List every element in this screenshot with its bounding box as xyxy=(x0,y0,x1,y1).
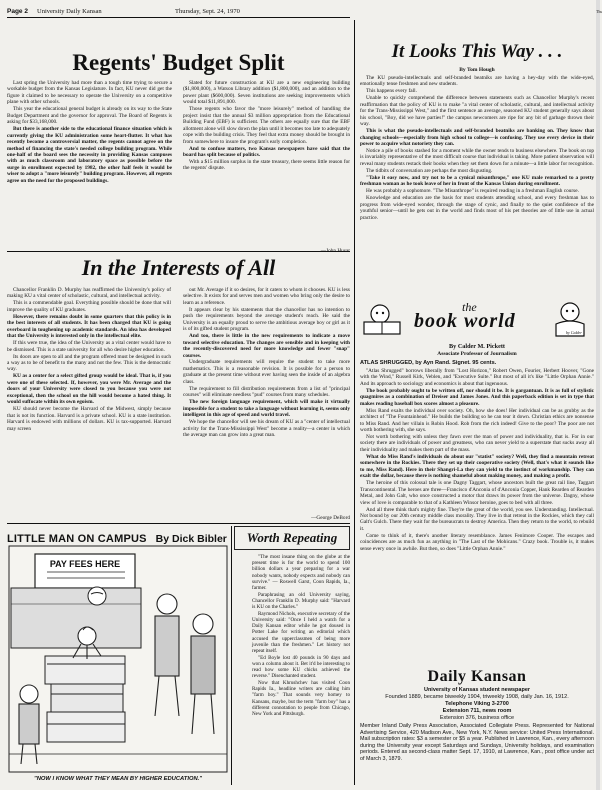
paragraph: Those regents who favor the "more leisurely" method of handling the project insist that the annual $3 million appropriation from the Educational Building Fund (EBF) is sufficient. The others are equally sure that the EBF allotment alone will slow down the plan until it becomes too late to adequately cope with the building crisis. They feel that extra money should be brought in from somewhere to insure the program's early completion. xyxy=(183,106,350,145)
adjacent-page-label: Thu xyxy=(596,9,602,14)
masthead xyxy=(360,668,594,786)
regents-col-2 xyxy=(183,80,350,172)
cartoon-drawing xyxy=(7,544,229,774)
paragraph: "Atlas Shrugged" borrows liberally from "Lost Horizon," Robert Owen, Fourier, Herbert Hoover, "Gone with the Wind," Russell Kirk, Veblen, and "Executive Suite." But most of all it's like "Little Orphan Annie." And its approach to sociology and economics is about that ingenuous. xyxy=(360,368,594,387)
reader-left-illustration xyxy=(360,302,406,340)
worth-title-box xyxy=(234,526,350,550)
crate-stack xyxy=(45,656,125,742)
paragraph: Unable to quickly comprehend the difference between statements such as Chancellor Murphy's recent reaffirmation that the policy of KU is to make "a vital center of scholastic, cultural, and intellectual activity for the Trans-Mississippi West," and the first sentence an average, seasoned KU student generally says about his school, "Boy, did we have parties!" the campus newcomers are ripe for any bit of garbage thrown their way. xyxy=(360,95,594,128)
interests-col-1 xyxy=(7,287,171,432)
book-world-title: book world xyxy=(414,310,516,332)
issue-date: Thursday, Sept. 24, 1970 xyxy=(175,8,240,15)
regents-col-1 xyxy=(7,80,172,185)
paragraph: out Mr. Average if it so desires, for it caters to whom it chooses. KU is less selective. It exists for and serves men and women who bring only the desire to learn as a reference. xyxy=(183,287,350,306)
paper-name: University Daily Kansan xyxy=(37,8,102,15)
paragraph: We hope the chancellor will see his dream of KU as a "center of intellectual activity for the Trans-Mississippi West" become a reality—a center in which the average man can grow into a great man. xyxy=(183,419,350,438)
book-world-banner xyxy=(360,300,594,342)
paragraph: This happens every fall. xyxy=(366,88,417,95)
paragraph: KU should never become the Harvard of the Midwest, simply because that is not its function. Harvard is a private school. KU is a state institution. Harvard is endowed with millions of dollars. KU is tax-supported. Harvard may screen xyxy=(7,406,171,432)
paragraph: If this were true, the idea of the University as a vital center would have to be dismissed. This is a state university for all who desire higher education. xyxy=(7,340,171,353)
looks-body xyxy=(360,75,594,221)
interests-signature: —George DeBord xyxy=(311,515,350,521)
adjacent-page-edge xyxy=(596,0,600,790)
paragraph: This is a commendable goal. Everything possible should be done that will improve the quality of KU graduates. xyxy=(7,300,171,313)
paragraph: Its doors are open to all and the program offered must be designed in such a way as to be of benefit to the many and not the few. This is the democratic way. xyxy=(7,353,171,373)
book-role: Associate Professor of Journalism xyxy=(437,351,517,357)
paragraph: And to confuse matters, two Kansas newspapers have said that the board has split because of politics. xyxy=(183,145,350,158)
header-rule xyxy=(7,17,350,18)
worth-body xyxy=(252,554,350,718)
paragraph: What do Miss Rand's individuals do about our "statist" society? Well, they find a mountain retreat somewhere in the Rockies. There they set up their cooperative society (Well, that's what it sounds like to me, Miss Rand). Here in their Shangri-La they can yield to the instinct of workmanship. They can exalt the dollar, because there is nothing shameful about making money, and making a profit. xyxy=(360,453,594,480)
cartoon-panel xyxy=(7,526,229,786)
paragraph: The book probably ought to be written off, nor should it be. It is gargantuan. It is as full of stylistic quagmires as a combination of Dreiser and James Jones. And this paperback edition is set in type that makes reading baseball box scores almost a pleasure. xyxy=(360,387,594,407)
book-heading: ATLAS SHRUGGED, by Ayn Rand. Signet. 95 cents. xyxy=(360,360,497,366)
regents-bottom-rule xyxy=(7,251,350,252)
paragraph: Knowledge and education are the basis for most students attending school, and every freshman has to progress from wide-eyed wonder, through the stage of cynic, and finally to the quiet confidence of the youthful senior—until he gets out in the world and finds most of his pet theories are of little use in actual practice. xyxy=(360,195,594,221)
book-byline: By Calder M. Pickett xyxy=(449,343,505,350)
paragraph: Now that Khrushchev has visited Coon Rapids Ia., headline writers are calling him "farm boy." That sounds very homey to Kansans, maybe, but the term "farm boy" has a different connotation to people from Chicago, New York and Pittsburgh. xyxy=(252,680,350,718)
cartoon-divider xyxy=(231,526,232,785)
paragraph: The requirement to fill distribution requirements from a list of "principal courses" will eliminate needless "pud" courses from many schedules. xyxy=(183,385,350,399)
book-body xyxy=(360,368,594,553)
interests-bottom-rule xyxy=(7,523,350,524)
looks-headline: It Looks This Way . . . xyxy=(391,41,563,62)
left-divider xyxy=(354,20,355,785)
worth-repeating xyxy=(234,526,352,786)
paragraph: However, there remains doubt in some quarters that this policy is in the best interests of all students. It has been charged that KU is going overboard in toughening up academic standards. An idea has developed that the University is interested only in the intellectual elite. xyxy=(7,313,171,340)
masthead-phone2: Extension 711, news room xyxy=(442,708,512,714)
paragraph: Come to think of it, there's another literary resemblance. James Fenimore Cooper. The escapes and coincidences are as much fun as anything in "The Last of the Mohicans." Crazy book. Trouble is, it makes sense every once in awhile. But then, so does "Little Orphan Annie." xyxy=(360,532,594,552)
cartoon-author: By Dick Bibler xyxy=(155,533,227,545)
worth-title: Worth Repeating xyxy=(246,530,338,545)
cartoon-caption: "NOW I KNOW WHAT THEY MEAN BY HIGHER EDUCATION." xyxy=(33,776,203,782)
paragraph: The new foreign language requirement, which will make it virtually impossible for a student to take a language without learning it, seems only intelligent in this age of speed and world travel. xyxy=(183,399,350,419)
paragraph: This is what the pseudo-intellectuals and self-branded beatniks are banking on. They know that changing schools—especially from high school to college—is confusing. They use every device in their power to acquire what notoriety they can. xyxy=(360,128,594,148)
cartoon-name: LITTLE MAN ON CAMPUS xyxy=(7,533,147,545)
clerk-head xyxy=(88,587,106,605)
paragraph: "Take it easy now, and try not to be a cynical misanthrope," one KU male remarked to a pretty freshman woman as he took leave of her in front of the Kansas Union during enrollment. xyxy=(360,174,594,188)
interests-editorial xyxy=(7,254,350,552)
paragraph: Slated for future construction at KU are a new engineering building ($1,800,000), a Watson Library addition ($1,800,000), and an addition to the power plant ($600,000). Seven institutions are seeking improvements which would total $11,891,000. xyxy=(183,80,350,106)
paragraph: The KU pseudo-intellectuals and self-branded beatniks are having a hey-day with the wide-eyed, emotionally tense freshmen and new students. xyxy=(360,75,594,88)
regents-headline: Regents' Budget Split xyxy=(72,50,285,75)
paragraph: KU as a center for a select gifted group would be ideal. That is, if you were one of these selected. If, however, you were Mr. Average and the doors of your University were closed to you because you were not exceptional, then the school on the hill would become a hated thing. It would suffocate within its own egoism. xyxy=(7,373,171,406)
interests-col-2 xyxy=(183,287,350,439)
fee-sign-text: PAY FEES HERE xyxy=(49,559,121,569)
paragraph: Not worth bothering with unless they fawn over the man of power and individuality, that is. For in our society there are individuals of power and greatness, who can never yield to a superstate that sucks away all their individuality and makes them part of the mass. xyxy=(360,434,594,453)
masthead-body: Member Inland Daily Press Association, Associated Collegiate Press. Represented for National Advertising Service, 420 Madison Ave., New York, N.Y. News service: United Press International. Mail subscription rates: $3 a semester or $5 a year. Published in Lawrence, Kan., every afternoon during the University year except Saturdays and Sundays, University holidays, and examination periods. Entered as second-class matter Sept. 17, 1910, at Lawrence, Kan., post office under act of March 3, 1879. xyxy=(360,723,594,762)
paragraph: Notice a pile of books stashed for a moment while the owner tends to business elsewhere. The book on top is invariably representative of the most difficult course that individual is taking. More patient observation will reveal many students restack their books when they set them down for a minute—a little labor for recognition. xyxy=(360,147,594,167)
paragraph: The heroine of this colossal tale is one Dagny Taggart, whose ancestors built the great rail line, Taggart Transcontinental. The heroes are three—Francisco d'Anconia of d'Anconia Copper, Hank Rearden of Rearden Metal, and John Galt, who once constructed a motor that draws its power from the universe. Dagny, whose view of love is comparable to that of a Kathleen Winsor heroine, goes to bed with all three. xyxy=(360,480,594,506)
paragraph: And all three think that's mighty fine. They're the great of the world, you see. Understanding. Intellectual. Not bound by our 20th century middle class morality. They live in that retreat in the Rockies, which they call Galt's Gulch. There they wait for the bureaucrats to destroy America. Then they return to the world, to rebuild it. xyxy=(360,506,594,532)
paragraph: Raymond Nichols, executive secretary of the University said: "Once I held a watch for a Daily Kansan editor while he got doused in Potter Lake for writing an editorial which accused the upperclassmen of being more juvenile than the freshmen." Let history not repeat itself. xyxy=(252,610,350,655)
paragraph: Miss Rand exalts the individual over society. Oh, how she does! Her individual can be as grubby as the architect of "The Fountainhead." He builds the building so he can tear it down. Christian ethics are nonsense to Miss Rand. And her villain is Robin Hood. Rob from the rich indeed! Give to the poor? The poor are not worth bothering with, she says. xyxy=(360,407,594,434)
masthead-sub2: Founded 1889, became biweekly 1904, triweekly 1908, daily Jan. 16, 1912. xyxy=(385,694,569,700)
looks-byline: By Tom Hough xyxy=(459,67,495,73)
paragraph: With a $15 million surplus in the state treasury, there seems little reason for the regents' dispute. xyxy=(183,158,350,172)
masthead-sub1: University of Kansas student newspaper xyxy=(423,687,531,693)
masthead-phone1: Telephone Viking 3-2700 xyxy=(445,701,509,707)
paragraph: And too, there is little in the new requirements to indicate a move toward selective education. The changes are sensible and in keeping with the recently-discovered need for more knowledge and fewer "snap" courses. xyxy=(183,333,350,359)
page-header xyxy=(7,8,349,17)
page-number: Page 2 xyxy=(7,8,28,15)
paragraph: Undergraduate requirements will require the student to take more mathematics. This is a reasonable revision. It is possible for a person to graduate at the present time without ever having seen the inside of an algebra class. xyxy=(183,359,350,385)
book-world-column xyxy=(360,343,594,668)
paragraph: But there is another side to the educational finance situation which is currently giving the KU administration some heart-flutter. It what has recently become a controversial matter, the regents cannot agree on the method of financing the state's needed college building program. While one-half of the board sees the necessity in providing Kansas campuses with as much classroom and laboratory space as possible before the surge in enrollment expected by 1982, the other half feels it would be wiser to adopt a "more leisurely" building program. However, all regents agree on the need for the proposed buildings. xyxy=(7,126,172,184)
paragraph: He was probably a sophomore. "The Misanthrope" is required reading in a freshman English course. xyxy=(366,188,579,195)
book-world-the: the xyxy=(462,300,477,314)
interests-headline: In the Interests of All xyxy=(81,255,276,280)
paragraph: This year the educational general budget is already on its way to the State Budget Department and the governor for approval. The Board of Regents is asking for $33,168,000. xyxy=(7,106,172,126)
masthead-phone3: Extension 376, business office xyxy=(439,715,515,721)
paragraph: "Ed Boyle lost 40 pounds in 90 days and won a column about it. Bet it'd be interesting to read how some KU chicks achieved the reverse." Disenchanted student. xyxy=(252,654,350,680)
masthead-name: Daily Kansan xyxy=(427,668,527,685)
paragraph: Last spring the University had more than a tough time trying to secure a workable budget from the Kansas Legislature. In fact, KU never did get the figure it claimed to be necessary to operate the University on a competitive plane with other schools. xyxy=(7,80,172,106)
paragraph: It appears clear by his statements that the chancellor has no intention to push the requirements beyond the average student's reach. He said the University is an equally proud to serve the ambitious average boy or girl as it is of its gifted student program. xyxy=(183,306,350,333)
regents-editorial xyxy=(7,20,350,250)
book-world-brand: by Calder xyxy=(566,330,582,335)
paragraph: Chancellor Franklin D. Murphy has reaffirmed the University's policy of making KU a vital center of scholastic, cultural, and intellectual activity. xyxy=(7,287,171,300)
looks-this-way-column xyxy=(360,20,594,300)
paragraph: The tidbits of conversation are perhaps the most disgusting. xyxy=(366,167,493,174)
paragraph: "The most insane thing on the globe at the present time is for the world to spend 100 billion dollars a year preparing for a war nobody wants, nobody expects and nobody can survive." — Roswell Garst, Coon Rapids, Ia., farmer. xyxy=(252,554,350,592)
paragraph: Paraphrasing an old University saying, Chancellor Franklin D. Murphy said: "Harvard is KU on the Charles." xyxy=(252,591,350,611)
